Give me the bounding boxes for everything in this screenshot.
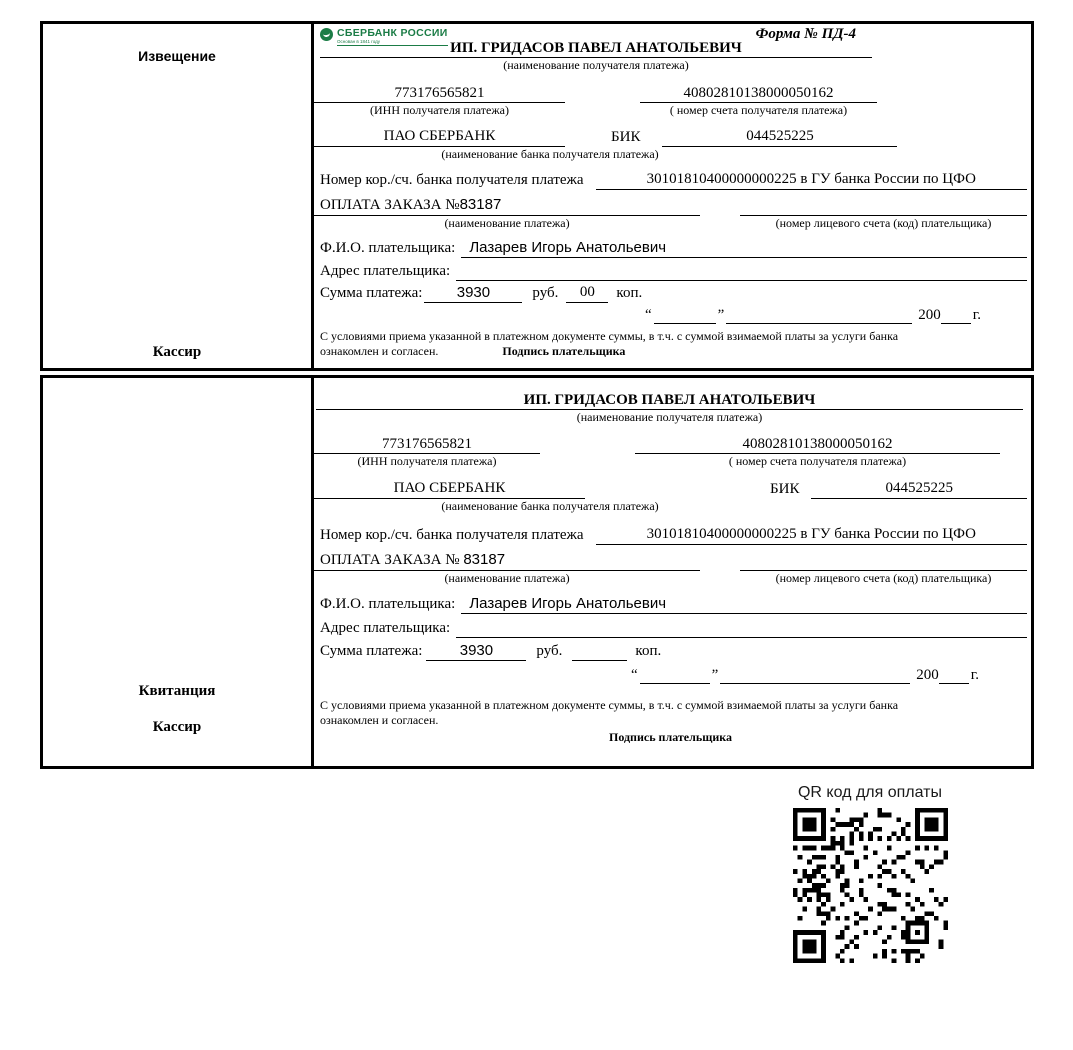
- date-line: [314, 666, 1027, 684]
- bank-caption: (наименование банка получателя платежа): [441, 499, 659, 513]
- recipient-name: ИП. ГРИДАСОВ ПАВЕЛ АНАТОЛЬЕВИЧ: [320, 40, 872, 58]
- kop-label: коп.: [616, 285, 643, 301]
- account-caption: ( номер счета получателя платежа): [728, 454, 907, 468]
- notice-left-column: [43, 24, 314, 368]
- order-number-value: 83187: [459, 196, 502, 213]
- payment-name: ОПЛАТА ЗАКАЗА №83187: [314, 195, 700, 216]
- personal-account-caption: (номер лицевого счета (код) плательщика): [775, 216, 992, 230]
- open-quote: “: [630, 667, 638, 683]
- signature-label: Подпись плательщика: [502, 344, 626, 358]
- close-quote: ”: [711, 667, 719, 683]
- bank-name: ПАО СБЕРБАНК: [314, 127, 565, 147]
- sberbank-logo-text: СБЕРБАНК РОССИИ: [337, 27, 448, 39]
- sberbank-logo-icon: [320, 28, 333, 41]
- payer-address-line: [456, 637, 1027, 638]
- close-quote: ”: [717, 307, 725, 323]
- payment-caption: (наименование платежа): [444, 216, 570, 230]
- qr-code-icon: [793, 808, 948, 963]
- day-line: [654, 323, 716, 324]
- corr-account-label: Номер кор./сч. банка получателя платежа: [320, 527, 584, 543]
- year-line: [939, 683, 969, 684]
- amount-label: Сумма платежа:: [320, 285, 423, 301]
- month-line: [720, 683, 910, 684]
- inn-value: 773176565821: [314, 435, 540, 454]
- agreement-text: С условиями приема указанной в платежном документе суммы, в т.ч. с суммой взимаемой платы за услуги банка ознакомлен и согласен. Подпись плательщика: [320, 329, 899, 358]
- corr-account-value: 30101810400000000225 в ГУ банка России по ЦФО: [596, 169, 1027, 190]
- year-suffix: г.: [970, 667, 979, 683]
- signature-label: Подпись плательщика: [609, 730, 732, 744]
- payer-name-value: Лазарев Игорь Анатольевич: [461, 594, 1027, 614]
- bik-value: 044525225: [662, 127, 897, 147]
- amount-rub-value: 3930: [426, 641, 526, 661]
- amount-kop-value: [572, 660, 627, 661]
- qr-caption: QR код для оплаты: [797, 784, 942, 801]
- bank-caption: (наименование банка получателя платежа): [441, 147, 659, 161]
- bik-label: БИК: [611, 129, 641, 145]
- inn-caption: (ИНН получателя платежа): [357, 454, 497, 468]
- payment-name: ОПЛАТА ЗАКАЗА № 83187: [314, 550, 700, 571]
- account-value: 40802810138000050162: [635, 435, 1000, 454]
- account-caption: ( номер счета получателя платежа): [669, 103, 848, 117]
- bik-value: 044525225: [811, 479, 1027, 499]
- payer-address-line: [456, 280, 1027, 281]
- inn-caption: (ИНН получателя платежа): [370, 103, 509, 117]
- recipient-name: ИП. ГРИДАСОВ ПАВЕЛ АНАТОЛЬЕВИЧ: [316, 392, 1023, 410]
- payer-name-label: Ф.И.О. плательщика:: [320, 240, 456, 256]
- payer-name-value: Лазарев Игорь Анатольевич: [461, 238, 1027, 258]
- year-prefix: 200: [918, 307, 941, 323]
- form-number: Форма № ПД-4: [755, 26, 856, 42]
- sberbank-logo: [320, 27, 448, 46]
- amount-kop-value: 00: [566, 283, 608, 303]
- date-line: [314, 306, 1027, 324]
- qr-block: [740, 783, 1000, 963]
- receipt-left-column: [43, 378, 314, 766]
- sberbank-logo-tagline: Основан в 1841 году: [337, 39, 381, 44]
- amount-rub-value: 3930: [424, 283, 522, 303]
- year-line: [941, 323, 971, 324]
- bank-name: ПАО СБЕРБАНК: [314, 479, 585, 499]
- receipt-form-body: [314, 378, 1031, 766]
- payer-address-label: Адрес плательщика:: [320, 620, 451, 636]
- cashier-label: Кассир: [152, 344, 202, 360]
- corr-account-value: 30101810400000000225 в ГУ банка России по ЦФО: [596, 524, 1027, 545]
- notice-label: Извещение: [138, 48, 216, 64]
- personal-account-caption: (номер лицевого счета (код) плательщика): [775, 571, 992, 585]
- notice-section: [40, 21, 1034, 371]
- notice-form-body: [314, 24, 1031, 368]
- day-line: [640, 683, 710, 684]
- amount-label: Сумма платежа:: [320, 643, 423, 659]
- year-prefix: 200: [916, 667, 939, 683]
- inn-value: 773176565821: [314, 84, 565, 103]
- agreement-text: С условиями приема указанной в платежном документе суммы, в т.ч. с суммой взимаемой платы за услуги банка ознакомлен и согласен.: [320, 698, 899, 727]
- month-line: [726, 323, 912, 324]
- account-value: 40802810138000050162: [640, 84, 877, 103]
- kop-label: коп.: [635, 643, 662, 659]
- payer-address-label: Адрес плательщика:: [320, 263, 451, 279]
- recipient-caption: (наименование получателя платежа): [503, 58, 689, 72]
- year-suffix: г.: [972, 307, 981, 323]
- receipt-label: Квитанция: [138, 683, 216, 699]
- rub-label: руб.: [536, 643, 563, 659]
- payer-name-label: Ф.И.О. плательщика:: [320, 596, 456, 612]
- cashier-label: Кассир: [152, 719, 202, 735]
- corr-account-label: Номер кор./сч. банка получателя платежа: [320, 172, 584, 188]
- rub-label: руб.: [532, 285, 559, 301]
- bik-label: БИК: [770, 481, 800, 497]
- recipient-caption: (наименование получателя платежа): [576, 410, 763, 424]
- open-quote: “: [644, 307, 652, 323]
- order-number-value: 83187: [463, 551, 506, 568]
- receipt-section: [40, 375, 1034, 769]
- payment-caption: (наименование платежа): [444, 571, 570, 585]
